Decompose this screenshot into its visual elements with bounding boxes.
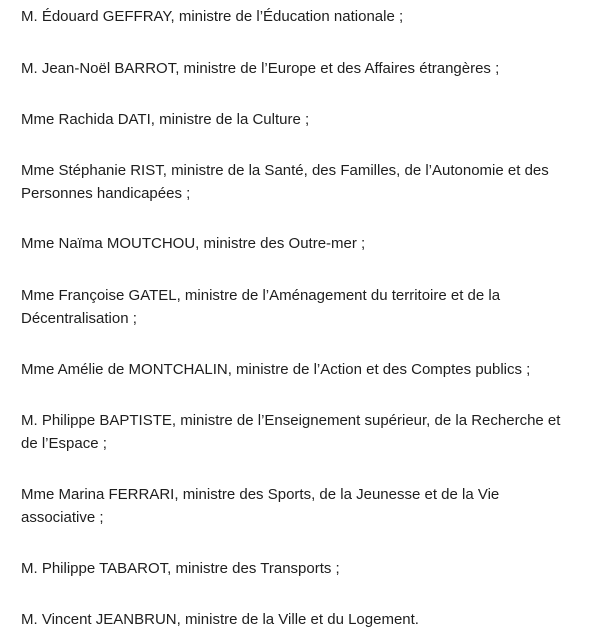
entry-line: M. Jean-Noël BARROT, ministre de l’Europe et des Affaires étrangères ;: [21, 60, 500, 77]
minister-entry-geffray: [21, 5, 591, 28]
minister-entry-tabarot: [21, 557, 591, 580]
minister-entry-rist: [21, 159, 591, 205]
entry-line: Mme Stéphanie RIST, ministre de la Santé, des Familles, de l’Autonomie et des: [21, 162, 549, 179]
entry-line: Mme Naïma MOUTCHOU, ministre des Outre-mer ;: [21, 235, 366, 252]
entry-line: M. Philippe BAPTISTE, ministre de l’Enseignement supérieur, de la Recherche et: [21, 412, 561, 429]
minister-entry-jeanbrun: [21, 608, 591, 631]
entry-line: Mme Marina FERRARI, ministre des Sports, de la Jeunesse et de la Vie: [21, 486, 500, 503]
entry-line: M. Édouard GEFFRAY, ministre de l’Éducation nationale ;: [21, 8, 404, 25]
entry-line: Mme Amélie de MONTCHALIN, ministre de l’Action et des Comptes publics ;: [21, 361, 531, 378]
minister-entry-moutchou: [21, 232, 591, 255]
entry-line: M. Vincent JEANBRUN, ministre de la Ville et du Logement.: [21, 611, 419, 628]
entry-line: Mme Françoise GATEL, ministre de l’Aménagement du territoire et de la: [21, 287, 501, 304]
entry-line: de l’Espace ;: [21, 435, 107, 452]
minister-entry-montchalin: [21, 358, 591, 381]
entry-line: Décentralisation ;: [21, 310, 137, 327]
entry-line: Personnes handicapées ;: [21, 185, 191, 202]
entry-line: Mme Rachida DATI, ministre de la Culture ;: [21, 111, 310, 128]
entry-line: associative ;: [21, 509, 104, 526]
minister-entry-dati: [21, 108, 591, 131]
entry-line: M. Philippe TABAROT, ministre des Transports ;: [21, 560, 340, 577]
minister-entry-ferrari: [21, 483, 591, 529]
minister-entry-barrot: [21, 57, 591, 80]
minister-entry-baptiste: [21, 409, 591, 455]
minister-entry-gatel: [21, 284, 591, 330]
